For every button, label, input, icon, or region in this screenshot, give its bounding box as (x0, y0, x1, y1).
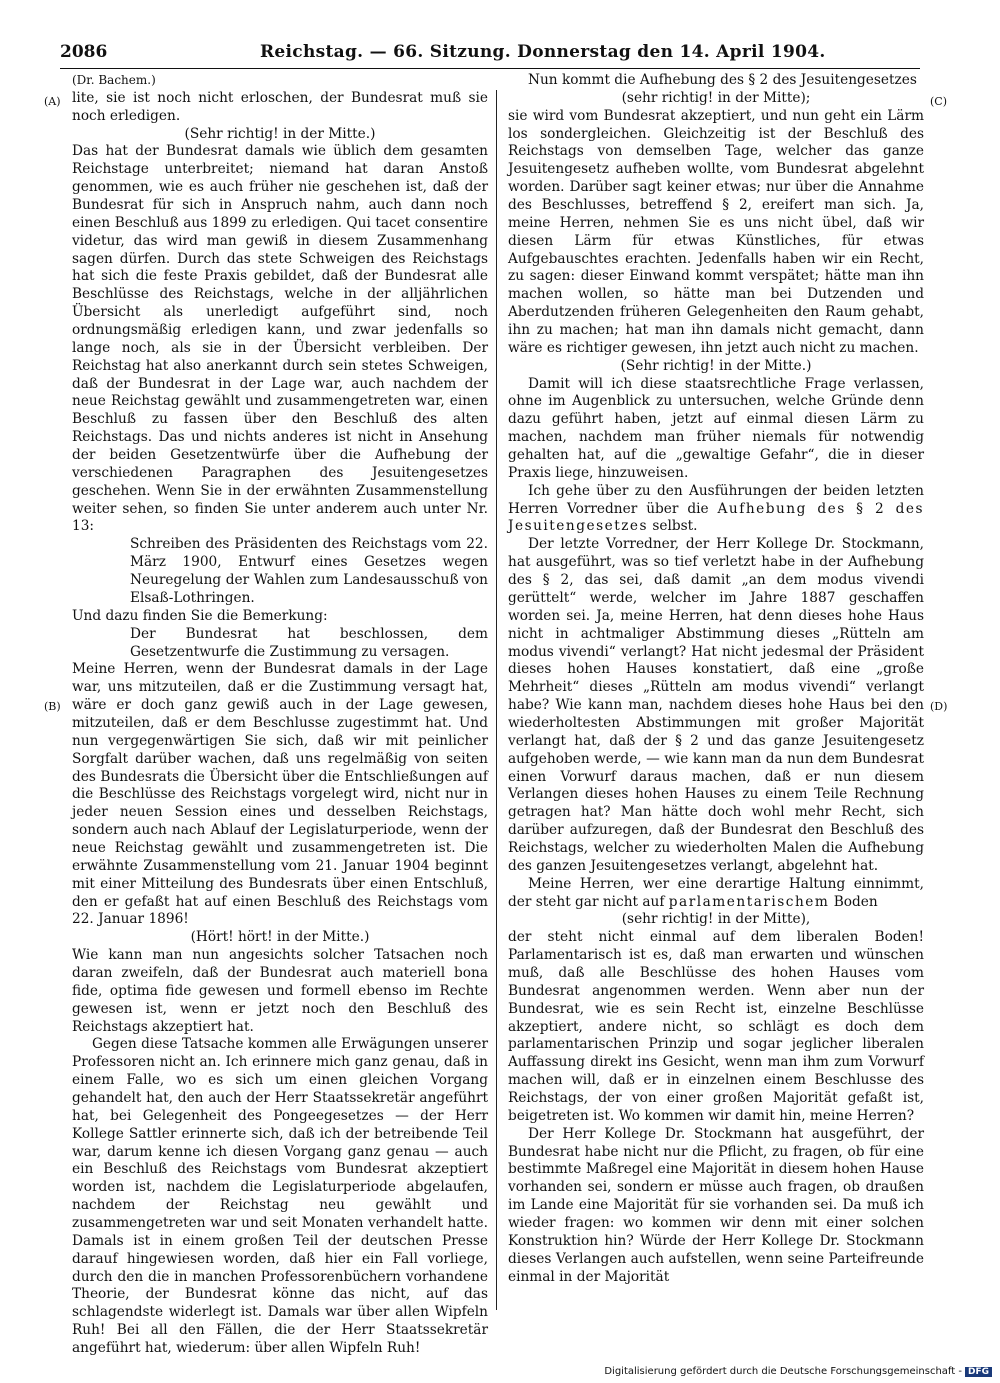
left-column (72, 72, 488, 1358)
paragraph: Nun kommt die Aufhebung des § 2 des Jesuitengesetzes (528, 72, 917, 88)
paragraph: Der Herr Kollege Dr. Stockmann hat ausgeführt, der Bundesrat habe nicht nur die Pflicht, zu fragen, ob für eine bestimmte Maßregel eine Majorität in diesem hohen Hause vorhanden sei, sondern er müsse auch fragen, ob draußen im Lande eine Majorität für sie vorhanden sei. Da muß ich wieder fragen: wo kommen wir denn mit einer solchen Konstruktion hin? Würde der Herr Kollege Dr. Stockmann dieses Verlangen auch aufstellen, wenn seine Parteifreunde einmal in der Majorität (508, 1125, 924, 1285)
quotation: Schreiben des Präsidenten des Reichstags vom 22. März 1900, Entwurf eines Gesetzes wegen Neuregelung der Wahlen zum Landesausschuß von Elsaß-Lothringen. (130, 536, 488, 606)
text-run: Meine Herren, wer eine derartige Haltung einnimmt, der steht gar nicht auf (508, 875, 924, 910)
digitization-footer (604, 1366, 992, 1377)
paragraph: Das hat der Bundesrat damals wie üblich dem gesamten Reichstage unterbreitet; niemand hat daran Anstoß genommen, wie es auch früher nie geschehen ist, daß der Bundesrat für sich in Anspruch nahm, auch dann noch einen Beschluß aus 1899 zu erledigen. Qui tacet consentire videtur, das wird man gewiß in diesem Zusammenhang sagen dürfen. Durch das stete Schweigen des Reichstags hat sich die feste Praxis gebildet, daß der Bundesrat alle Beschlüsse des Reichstags, welche in der alljährlichen Übersicht als unerledigt aufgeführt sind, noch ordnungsmäßig erledigen kann, und zwar jedenfalls so lange noch, als sie in der Übersicht verbleiben. Der Reichstag hat also anerkannt durch sein stetes Schweigen, daß der Bundesrat in der Lage war, auch nachdem der neue Reichstag gewählt und zusammengetreten war, einen Beschluß zu fassen über den Beschluß des alten Reichstags. Das und nichts anderes ist nicht in Ansehung der beiden Gesetzentwürfe über die Aufhebung der verschiedenen Paragraphen des Jesuitengesetzes geschehen. Wenn Sie in der erwähnten Zusammenstellung weiter sehen, so finden Sie unter anderem auch unter Nr. 13: (72, 143, 488, 535)
page-number: 2086 (60, 42, 108, 62)
running-title: Reichstag. — 66. Sitzung. Donnerstag den 14. April 1904. (260, 42, 826, 62)
paragraph: sie wird vom Bundesrat akzeptiert, und nun geht ein Lärm los sondergleichen. Gleichzeitig ist der Beschluß des Reichstags von demselben Tage, welcher das ganze Jesuitengesetz aufheben wollte, vom Bundesrat abgelehnt worden. Darüber sagt keiner etwas; nur über die Annahme des Beschlusses, betreffend § 2, ereifert man sich. Ja, meine Herren, nehmen Sie es uns nicht übel, daß wir diesen Lärm für etwas Künstliches, für etwas Aufgebauschtes erachten. Jedenfalls haben wir ein Recht, zu sagen: dieser Einwand kommt verspätet; hätte man ihn machen wollen, so hätte man bei Dutzenden und Aberdutzenden früheren Gelegenheiten den Raum gehabt, ihn zu machen; hat man ihn damals nicht gemacht, dann wäre es richtiger gewesen, ihn jetzt auch nicht zu machen. (508, 107, 924, 356)
interjection: (Sehr richtig! in der Mitte.) (620, 357, 812, 374)
paragraph: der steht nicht einmal auf dem liberalen Boden! Parlamentarisch ist es, daß man erwarten und wünschen muß, daß alle Beschlüsse des hohen Hauses vom Bundesrat angenommen werden. Wenn aber nun der Bundesrat, wie es sein Recht ist, einzelne Beschlüsse akzeptiert, andere nicht, so schlägt es doch dem parlamentarischen Prinzip und sogar jeglicher liberalen Auffassung direkt ins Gesicht, wenn man ihm zum Vorwurf machen will, daß er in einzelnen einem Beschlusse des Reichstags, der von einer großen Majorität gefaßt ist, beigetreten ist. Wo kommen wir damit hin, meine Herren? (508, 929, 924, 1124)
column-divider (496, 90, 497, 1310)
footer-text: Digitalisierung gefördert durch die Deutsche Forschungsgemeinschaft - (604, 1366, 962, 1377)
text-run: Boden (829, 893, 878, 910)
interjection: (Hört! hört! in der Mitte.) (190, 929, 370, 946)
speaker-label: (Dr. Bachem.) (72, 73, 156, 87)
paragraph (508, 483, 924, 537)
paragraph: Und dazu finden Sie die Bemerkung: (72, 607, 328, 624)
interjection: (Sehr richtig! in der Mitte.) (184, 125, 376, 142)
paragraph: Gegen diese Tatsache kommen alle Erwägungen unserer Professoren nicht an. Ich erinnere mich ganz genau, daß in einem Falle, wo es sich um einen gleichen Vorgang gehandelt hat, den auch der Herr Staatssekretär angeführt hat, bei Gelegenheit des Pongeegesetzes — der Herr Kollege Sattler erinnerte sich, daß ich der betreibende Teil war, darum kenne ich diesen Vorgang ganz genau — auch ein Beschluß des Reichstags vom Bundesrat akzeptiert worden ist, nachdem die Legislaturperiode abgelaufen, nachdem der Reichstag neu gewählt und zusammengetreten war und seit Monaten verhandelt hatte. Damals ist in einem großen Teil der deutschen Presse darauf hingewiesen worden, daß hier ein Fall vorliege, durch den die in manchen Professorenbüchern vorhandene Theorie, der Bundesrat könne das nicht, auf das schlagendste widerlegt ist. Damals war über allen Wipfeln Ruh! Bei all den Fällen, die der Herr Staatssekretär angeführt hat, wiederum: über allen Wipfeln Ruh! (72, 1036, 488, 1357)
emphasized-text: Aufhebung des § 2 des Jesuitengesetzes (508, 500, 924, 535)
text-run: Ich gehe über zu den Ausführungen der beiden letzten Herren Vorredner über die (508, 482, 924, 517)
paragraph: Wie kann man nun angesichts solcher Tatsachen noch daran zweifeln, daß der Bundesrat auch materiell bona fide, optima fide gewesen und formell ebenso im Rechte gewesen ist, wenn er jetzt noch den Beschluß des Reichstags akzeptiert hat. (72, 947, 488, 1035)
right-column (508, 72, 924, 1286)
page-header (60, 42, 920, 69)
margin-marker-b: (B) (44, 700, 61, 713)
quotation: Der Bundesrat hat beschlossen, dem Gesetzentwurfe die Zustimmung zu versagen. (130, 625, 488, 660)
dfg-logo: DFG (965, 1367, 992, 1377)
paragraph: Meine Herren, wenn der Bundesrat damals in der Lage war, uns mitzuteilen, daß er die Zustimmung versagt hat, wäre er doch ganz gewiß auch in der Lage gewesen, mitzuteilen, daß er dem Beschlusse zugestimmt hat. Und nun vergegenwärtigen Sie sich, daß wir mit peinlicher Sorgfalt darüber wachen, daß uns regelmäßig von seiten des Bundesrats die Übersicht über die Entschließungen auf die Beschlüsse des Reichstags vorgelegt wird, nicht nur in jeder neuen Session eines und desselben Reichstags, sondern auch nach Ablauf der Legislaturperiode, wenn der neue Reichstag gewählt und zusammengetreten ist. Die erwähnte Zusammenstellung vom 21. Januar 1904 beginnt mit einer Mitteilung des Bundesrats über einen Entschluß, den er gefaßt hat auf einen Beschluß des Reichstags vom 22. Januar 1896! (72, 661, 488, 928)
interjection: (sehr richtig! in der Mitte), (621, 911, 811, 928)
paragraph (508, 876, 924, 912)
paragraph: lite, sie ist noch nicht erloschen, der Bundesrat muß sie noch erledigen. (72, 89, 488, 124)
emphasized-text: parlamentarischem (668, 893, 830, 910)
paragraph: Der letzte Vorredner, der Herr Kollege Dr. Stockmann, hat ausgeführt, was so tief verletzt habe in der Aufhebung des § 2, das sei, daß damit „an dem modus vivendi gerüttelt“ werde, welcher im Jahre 1887 geschaffen worden sei. Ja, meine Herren, hat denn dieses hohe Haus nicht in achtmaliger Abstimmung dieses „Rütteln am modus vivendi“ verlangt? Hat nicht jedesmal der Präsident dieses hohen Hauses konstatiert, daß eine „große Mehrheit“ dieses „Rütteln am modus vivendi“ verlangt habe? Wie kann man, nachdem dieses hohe Haus bei den wiederholtesten Abstimmungen mit großer Majorität verlangt hat, daß der § 2 und das ganze Jesuitengesetz aufgehoben werde, — wie kann man da nun dem Bundesrat einen Vorwurf daraus machen, daß er nun diesem Verlangen dieses hohen Hauses zu einem Teile Rechnung getragen hat? Man hätte doch wohl mehr Recht, sich darüber aufzuregen, daß der Bundesrat den Beschluß des Reichstags, welcher zu wiederholten Malen die Aufhebung des ganzen Jesuitengesetzes verlangt, abgelehnt hat. (508, 536, 924, 874)
paragraph: Damit will ich diese staatsrechtliche Frage verlassen, ohne im Augenblick zu untersuchen, welche Gründe denn dazu geführt haben, jetzt auf einmal diesen Lärm zu machen, nachdem man früher niemals für notwendig gehalten hat, auf die „gewaltige Gefahr“, die in dieser Praxis liege, hinzuweisen. (508, 375, 924, 481)
margin-marker-c: (C) (930, 95, 947, 108)
margin-marker-a: (A) (44, 95, 61, 108)
text-run: selbst. (648, 518, 698, 535)
margin-marker-d: (D) (930, 700, 948, 713)
interjection: (sehr richtig! in der Mitte); (621, 89, 811, 106)
